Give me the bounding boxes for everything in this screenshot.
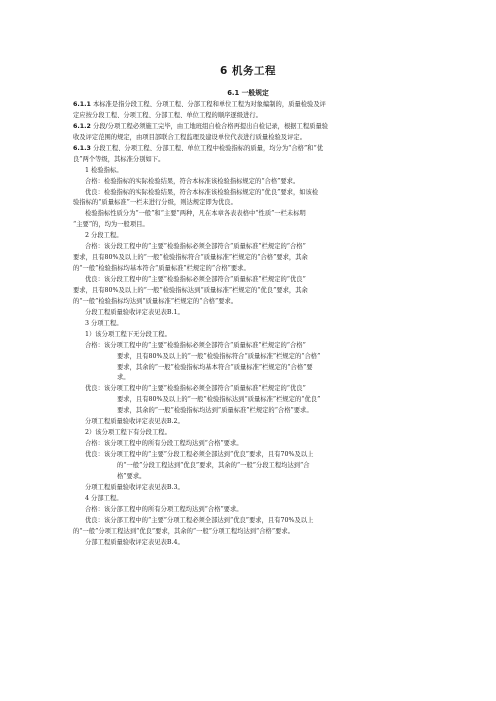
line-text: 优良：该分段工程中的“主要”检验指标必须全部符合“质量标准”栏规定的“优良”	[85, 276, 306, 283]
text-line	[73, 428, 428, 439]
text-line	[73, 538, 428, 549]
clause-number: 6.1.1	[73, 101, 91, 108]
line-text: 分段工程、分项工程、分部工程、单位工程中检验指标的质量，均分为“合格”和“优	[90, 144, 323, 152]
line-text: 求。	[117, 374, 130, 382]
line-text: 优良：该分项工程中的“主要”检验指标必须全部符合“质量标准”栏规定的“优良”	[85, 385, 306, 393]
body-text	[73, 100, 428, 548]
line-text: 良”两个等级，其标准分别如下。	[73, 155, 165, 163]
line-text: 合格：该分段工程中的“主要”检验指标必须全部符合“质量标准”栏规定的“合格”	[85, 243, 306, 251]
text-line	[73, 406, 428, 417]
text-line	[73, 297, 428, 308]
line-text: 要求，其余的“一般”检验指标均基本符合“质量标准”栏规定的“合格”要	[117, 363, 313, 371]
text-line	[73, 352, 428, 363]
line-text: 合格：该分项工程中的“主要”检验指标必须全部符合“质量标准”栏规定的“合格”	[85, 341, 306, 349]
line-text: 要求，且有80%及以上的“一般”检验指标符合“质量标准”栏规定的“合格”要求，其余	[73, 254, 308, 262]
text-line	[73, 330, 428, 341]
text-line	[73, 417, 428, 428]
line-text: 定应按分段工程、分项工程、分部工程、单位工程的顺序逐级进行。	[73, 111, 262, 119]
line-text: 2 分段工程。	[85, 232, 123, 240]
text-line	[73, 155, 428, 166]
line-text: 1）该分项工程下无分段工程。	[85, 330, 171, 338]
line-text: 的“一般”检验指标均基本符合“质量标准”栏规定的“合格”要求。	[73, 265, 250, 273]
line-text: 4 分部工程。	[85, 494, 123, 502]
line-text: 分项工程质量验收评定表见表B.2。	[85, 418, 184, 426]
section-heading: 6.1 一般规定	[227, 89, 269, 97]
text-line	[73, 177, 428, 188]
text-line	[73, 308, 428, 319]
text-line	[73, 286, 428, 297]
text-line	[73, 144, 428, 155]
line-text: 分段工程质量验收评定表见表B.1。	[85, 308, 184, 316]
clause-number: 6.1.3	[73, 144, 91, 152]
text-line	[73, 527, 428, 538]
line-text: 合格：该分项工程中的所有分段工程均达到“合格”要求。	[85, 440, 243, 448]
text-line	[73, 111, 428, 122]
text-line	[73, 264, 428, 275]
text-line	[73, 472, 428, 483]
text-line	[73, 198, 428, 209]
text-line	[73, 439, 428, 450]
line-text: 格”要求。	[117, 472, 146, 480]
line-text: 1 检验指标。	[85, 166, 123, 174]
text-line	[73, 100, 428, 111]
text-line	[73, 231, 428, 242]
line-text: 的“一般”分段工程达到“优良”要求，其余的“一般”分段工程均达到“合	[117, 461, 310, 469]
line-text: 优良：该分项工程中的“主要”分段工程必须全部达到“优良”要求，且有70%及以上	[85, 451, 314, 458]
clause-number: 6.1.2	[73, 122, 91, 130]
text-line	[73, 516, 428, 527]
text-line	[73, 461, 428, 472]
text-line	[73, 373, 428, 384]
text-line	[73, 133, 428, 144]
line-text: 分段/分项工程必须施工完毕，由工地班组自检合格再提出自检记录，根据工程质量验	[90, 122, 329, 130]
text-line	[73, 494, 428, 505]
text-line	[73, 166, 428, 177]
line-text: “主要”的，均为一般项目。	[73, 221, 149, 229]
text-line	[73, 122, 428, 133]
text-line	[73, 275, 428, 286]
line-text: 检验指标性质分为“一般”和“主要”两种，凡在本章各表表格中“性质”一栏未标明	[85, 210, 306, 218]
line-text: 要求，且有80%及以上的“一般”检验指标符合“质量标准”栏规定的“合格”	[117, 352, 321, 360]
line-text: 要求，其余的“一般”检验指标均达到“质量标准”栏规定的“合格”要求。	[117, 407, 313, 415]
text-line	[73, 363, 428, 374]
line-text: 要求，且有80%及以上的“一般”检验指标达到“质量标准”栏规定的“优良”要求，其余	[73, 286, 308, 294]
line-text: 优良：检验指标的实际检验结果，符合本标准该检验指标规定的“优良”要求，如该检	[85, 188, 319, 196]
line-text: 本标准是指分段工程、分项工程、分部工程和单位工程为对象编制的，质量检验及评	[90, 101, 326, 108]
line-text: 3 分项工程。	[85, 319, 123, 327]
line-text: 收及评定范围的规定，由项目部联合工程监理及建设单位代表进行质量检验及评定。	[73, 133, 306, 141]
line-text: 的“一般”检验指标均达到“质量标准”栏规定的“合格”要求。	[73, 297, 238, 305]
text-line	[73, 209, 428, 220]
text-line	[73, 341, 428, 352]
line-text: 分部工程质量验收评定表见表B.4。	[85, 538, 184, 546]
line-text: 合格：检验指标的实际检验结果，符合本标准该检验指标规定的“合格”要求。	[85, 177, 300, 185]
text-line	[73, 384, 428, 395]
chapter-title: 6 机务工程	[220, 65, 276, 77]
line-text: 要求，且有80%及以上的“一般”检验指标达到“质量标准”栏规定的“优良”	[117, 396, 321, 404]
line-text: 验指标的“质量标准”一栏未进行分级，则达规定即为优良。	[73, 199, 237, 207]
text-line	[73, 220, 428, 231]
text-line	[73, 505, 428, 516]
text-line	[73, 188, 428, 199]
text-line	[73, 319, 428, 330]
text-line	[73, 395, 428, 406]
line-text: 优良：该分部工程中的“主要”分项工程必须全部达到“优良”要求，且有70%及以上	[85, 516, 314, 524]
line-text: 合格：该分部工程中的所有分项工程均达到“合格”要求。	[85, 505, 243, 513]
text-line	[73, 483, 428, 494]
text-line	[73, 242, 428, 253]
text-line	[73, 253, 428, 264]
line-text: 分项工程质量验收评定表见表B.3。	[85, 483, 184, 491]
line-text: 的“一般”分项工程达到“优良”要求，其余的“一般”分项工程均达到“合格”要求。	[73, 527, 294, 535]
line-text: 2）该分项工程下有分段工程。	[85, 429, 171, 437]
text-line	[73, 450, 428, 461]
